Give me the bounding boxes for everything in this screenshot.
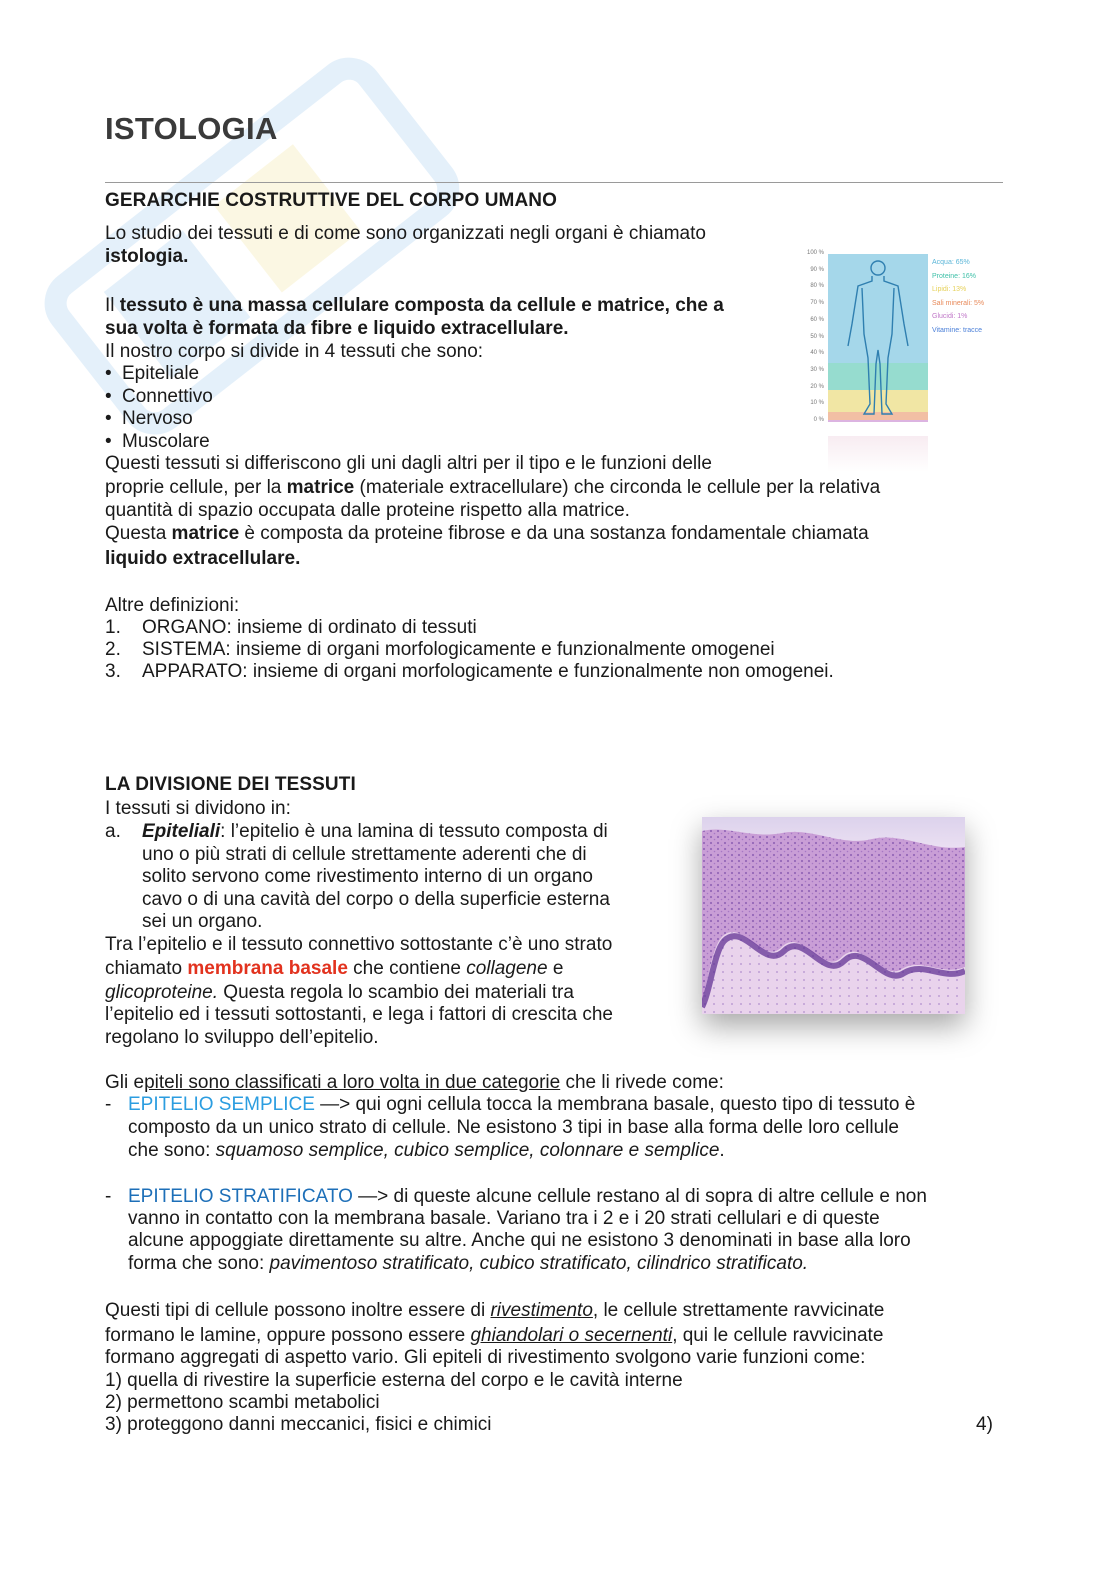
legend-glucids: Glucidi: 1% [932,313,968,320]
paragraph-line: Gli epiteli sono classificati a loro volta in due categorie che li rivede come: [105,1072,724,1093]
definitions-title: Altre definizioni: [105,595,240,616]
paragraph-line: forma che sono: pavimentoso stratificato, cubico stratificato, cilindrico stratificato. [128,1253,809,1274]
axis-tick: 80 % [810,283,824,289]
function-item: 1) quella di rivestire la superficie esterna del corpo e le cavità interne [105,1370,683,1391]
legend-minerals: Sali minerali: 5% [932,300,985,307]
list-item: • Connettivo [105,386,213,407]
body-composition-figure [806,250,1006,472]
function-item: 2) permettono scambi metabolici [105,1392,380,1413]
legend-proteins: Proteine: 16% [932,273,976,280]
paragraph-line: Il nostro corpo si divide in 4 tessuti che sono: [105,341,484,362]
epithelium-micrograph [702,817,965,1014]
paragraph-line: composto da un unico strato di cellule. Ne esistono 3 tipi in base alla forma delle loro cellule [128,1117,899,1138]
paragraph-line: glicoproteine. Questa regola lo scambio dei materiali tra [105,982,574,1003]
page-title: ISTOLOGIA [105,111,278,146]
definition-item: 3. APPARATO: insieme di organi morfologicamente e funzionalmente non omogenei. [105,661,834,682]
list-item: • Nervoso [105,408,193,429]
axis-tick: 0 % [813,417,824,423]
axis-tick: 100 % [806,250,824,256]
section-heading-gerarchie: GERARCHIE COSTRUTTIVE DEL CORPO UMANO [105,190,557,211]
paragraph-line: Questi tessuti si differiscono gli uni dagli altri per il tipo e le funzioni delle [105,453,712,474]
axis-tick: 70 % [810,300,824,306]
paragraph-line: regolano lo sviluppo dell’epitelio. [105,1027,379,1048]
legend-lipids: Lipidi: 13% [932,286,967,293]
definition-item: 1. ORGANO: insieme di ordinato di tessuti [105,617,477,638]
paragraph-line: quantità di spazio occupata dalle proteine rispetto alla matrice. [105,500,630,521]
axis-tick: 20 % [810,384,824,390]
axis-tick: 90 % [810,267,824,273]
paragraph-line: Questi tipi di cellule possono inoltre essere di rivestimento, le cellule strettamente ravvicinate [105,1300,885,1321]
axis-tick: 50 % [810,334,824,340]
legend-vitamins: Vitamine: tracce [932,327,983,334]
paragraph-line: sei un organo. [142,911,263,932]
legend-water: Acqua: 65% [932,259,970,266]
figure-reflection [828,436,928,472]
paragraph-line: I tessuti si dividono in: [105,798,291,819]
watermark-logo [20,40,490,460]
axis-tick: 60 % [810,317,824,323]
list-item: • Epiteliale [105,363,200,384]
title-divider [105,182,1003,183]
page-number: 4) [976,1414,993,1435]
paragraph-line: Il tessuto è una massa cellulare composta da cellule e matrice, che a [105,295,724,316]
human-silhouette-icon [828,254,928,422]
paragraph-line: proprie cellule, per la matrice (materiale extracellulare) che circonda le cellule per la relativa [105,477,881,498]
epitelio-stratificato-item: - EPITELIO STRATIFICATO —> di queste alcune cellule restano al di sopra di altre cellule e non [105,1186,927,1207]
axis-tick: 10 % [810,400,824,406]
paragraph-line: istologia. [105,246,189,267]
axis-tick: 30 % [810,367,824,373]
paragraph-line: formano le lamine, oppure possono essere ghiandolari o secernenti, qui le cellule ravvicinate [105,1325,884,1346]
paragraph-line: liquido extracellulare. [105,548,301,569]
axis-tick: 40 % [810,350,824,356]
paragraph-line: sua volta è formata da fibre e liquido extracellulare. [105,318,569,339]
paragraph-line: vanno in contatto con la membrana basale. Variano tra i 2 e i 20 strati cellulari e di queste [128,1208,880,1229]
paragraph-line: formano aggregati di aspetto vario. Gli epiteli di rivestimento svolgono varie funzioni come: [105,1347,866,1368]
paragraph-line: solito servono come rivestimento interno di un organo [142,866,593,887]
paragraph-line: uno o più strati di cellule strettamente aderenti che di [142,844,587,865]
paragraph-line: Lo studio dei tessuti e di come sono organizzati negli organi è chiamato [105,223,706,244]
paragraph-line: Questa matrice è composta da proteine fibrose e da una sostanza fondamentale chiamata [105,523,869,544]
paragraph-line: chiamato membrana basale che contiene collagene e [105,958,564,979]
section-heading-divisione: LA DIVISIONE DEI TESSUTI [105,774,356,795]
epitelio-semplice-item: - EPITELIO SEMPLICE —> qui ogni cellula tocca la membrana basale, questo tipo di tessuto è [105,1094,916,1115]
function-item: 3) proteggono danni meccanici, fisici e chimici [105,1414,492,1435]
paragraph-line: alcune appoggiate direttamente su altre. Anche qui ne esistono 3 denominati in base alla loro [128,1230,911,1251]
paragraph-line: Tra l’epitelio e il tessuto connettivo sottostante c’è uno strato [105,934,613,955]
composition-bars [828,254,928,422]
list-item-a: a. Epiteliali: l’epitelio è una lamina di tessuto composta di [105,821,608,842]
definition-item: 2. SISTEMA: insieme di organi morfologicamente e funzionalmente omogenei [105,639,775,660]
paragraph-line: l’epitelio ed i tessuti sottostanti, e lega i fattori di crescita che [105,1004,613,1025]
paragraph-line: che sono: squamoso semplice, cubico semplice, colonnare e semplice. [128,1140,725,1161]
list-item: • Muscolare [105,431,210,452]
paragraph-line: cavo o di una cavità del corpo o della superficie esterna [142,889,610,910]
